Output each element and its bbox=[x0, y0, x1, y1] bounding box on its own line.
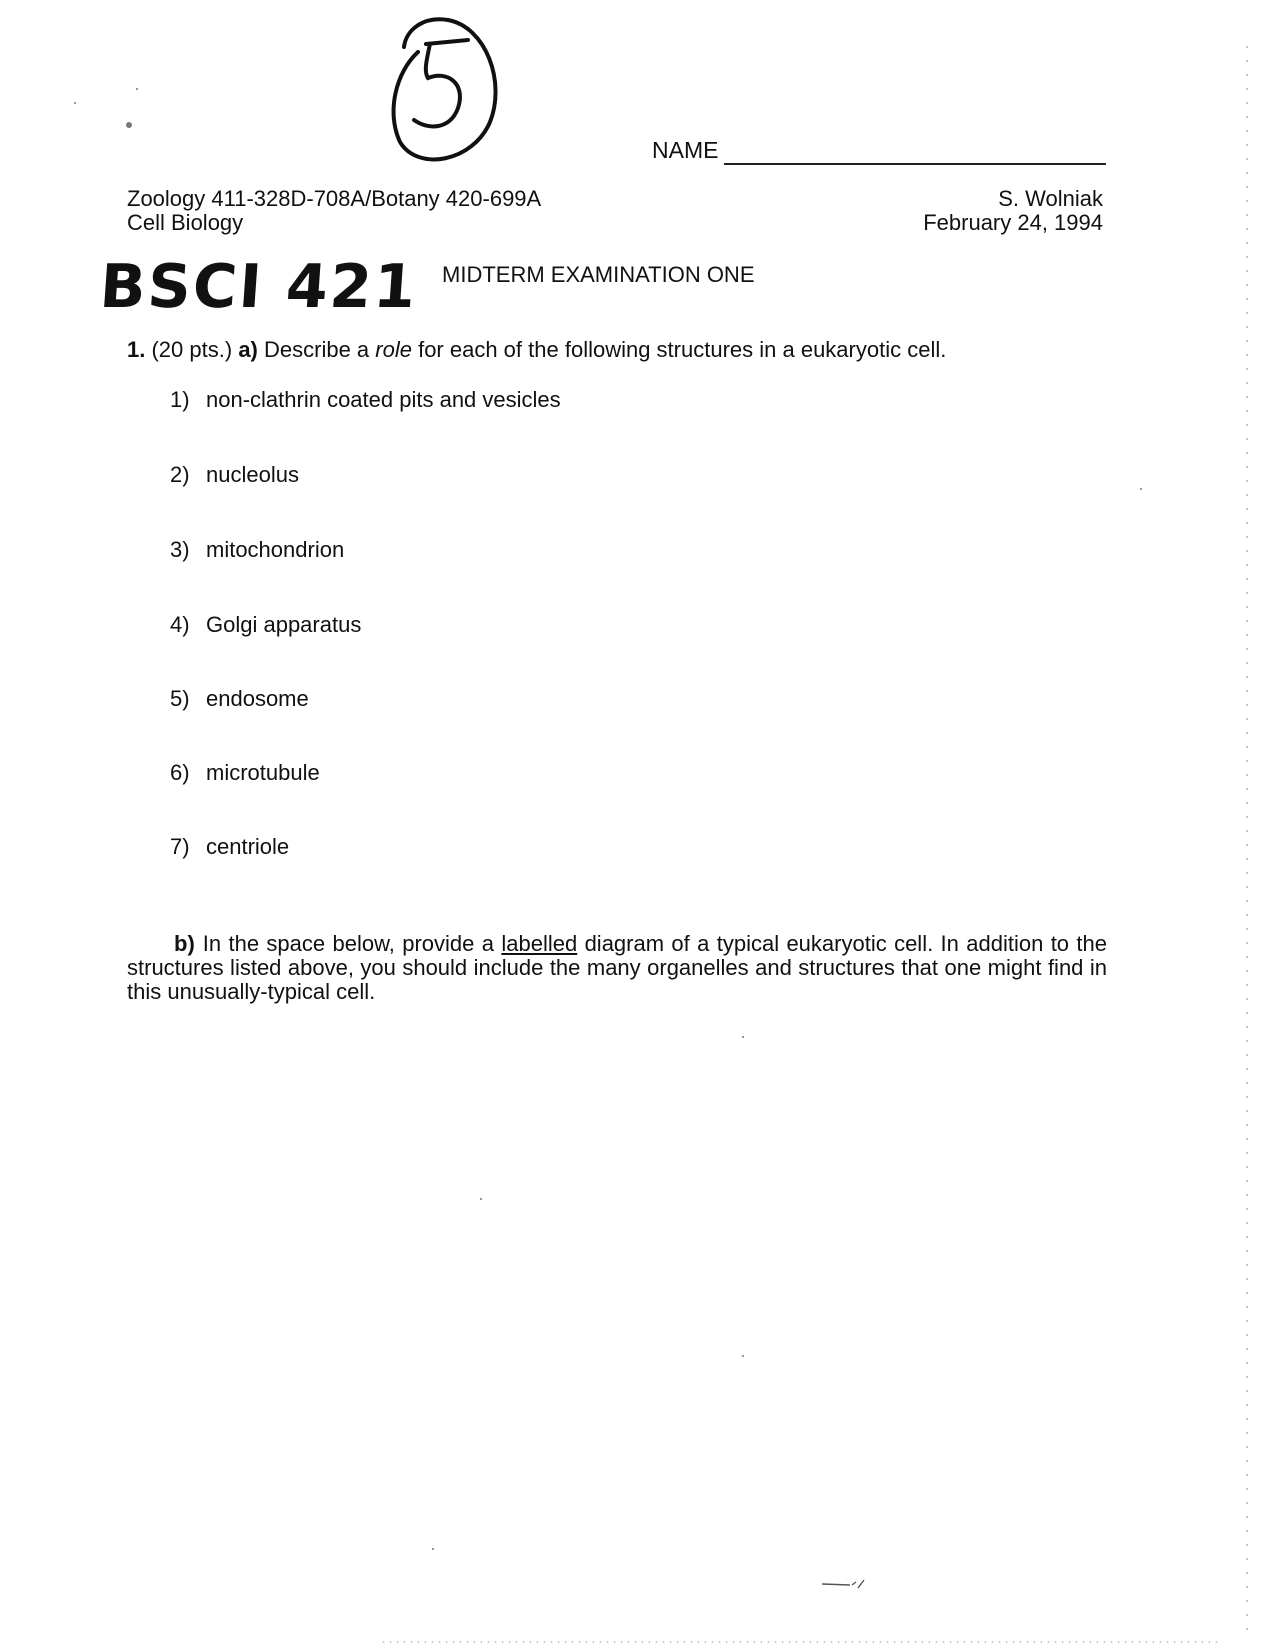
scan-speck bbox=[742, 1355, 744, 1357]
scan-speck bbox=[1140, 488, 1142, 490]
question-points: (20 pts.) bbox=[151, 337, 233, 362]
scan-speck bbox=[480, 1198, 482, 1200]
circled-grade-mark bbox=[378, 12, 508, 162]
scan-bottom-noise bbox=[380, 1640, 1220, 1644]
part-b-label: b) bbox=[174, 931, 195, 956]
course-numbers: Zoology 411-328D-708A/Botany 420-699A bbox=[127, 186, 542, 211]
prompt-text-end: for each of the following structures in a eukaryotic cell. bbox=[411, 337, 947, 362]
scan-speck bbox=[742, 1036, 744, 1038]
list-item: 6) microtubule bbox=[170, 760, 320, 785]
part-a-label: a) bbox=[238, 337, 258, 362]
prompt-text-start: Describe a bbox=[264, 337, 376, 362]
question-1-prompt bbox=[127, 338, 946, 362]
course-info bbox=[127, 187, 541, 235]
instructor-info bbox=[923, 187, 1103, 235]
exam-date: February 24, 1994 bbox=[923, 210, 1103, 235]
handwritten-course-code: BSCI 421 bbox=[97, 252, 420, 322]
part-b-underlined-word: labelled bbox=[501, 931, 578, 956]
name-field-line[interactable] bbox=[724, 163, 1106, 165]
list-item: 2) nucleolus bbox=[170, 462, 299, 487]
list-item: 1) non-clathrin coated pits and vesicles bbox=[170, 387, 561, 412]
question-1-part-b bbox=[127, 932, 1107, 1004]
question-number: 1. bbox=[127, 337, 146, 362]
scan-speck bbox=[74, 102, 76, 104]
list-item: 5) endosome bbox=[170, 686, 309, 711]
scan-speck bbox=[126, 122, 132, 128]
scan-speck bbox=[136, 88, 138, 90]
name-label: NAME bbox=[652, 137, 719, 163]
exam-title: MIDTERM EXAMINATION ONE bbox=[442, 262, 755, 287]
part-b-text-end: diagram of a typical eukaryotic cell. In addition to the structures listed above, you should include the many organelles and structures that one might find in this unusually-typical cell. bbox=[127, 931, 1107, 1004]
prompt-emphasis: role bbox=[375, 337, 412, 362]
part-b-text-start: In the space below, provide a bbox=[202, 931, 502, 956]
scan-edge-noise bbox=[1243, 40, 1251, 1630]
list-item: 4) Golgi apparatus bbox=[170, 612, 362, 637]
scan-speck bbox=[432, 1548, 434, 1550]
instructor-name: S. Wolniak bbox=[998, 186, 1103, 211]
course-name: Cell Biology bbox=[127, 210, 244, 235]
scan-pen-mark bbox=[820, 1578, 870, 1592]
list-item: 7) centriole bbox=[170, 834, 290, 859]
list-item: 3) mitochondrion bbox=[170, 537, 345, 562]
